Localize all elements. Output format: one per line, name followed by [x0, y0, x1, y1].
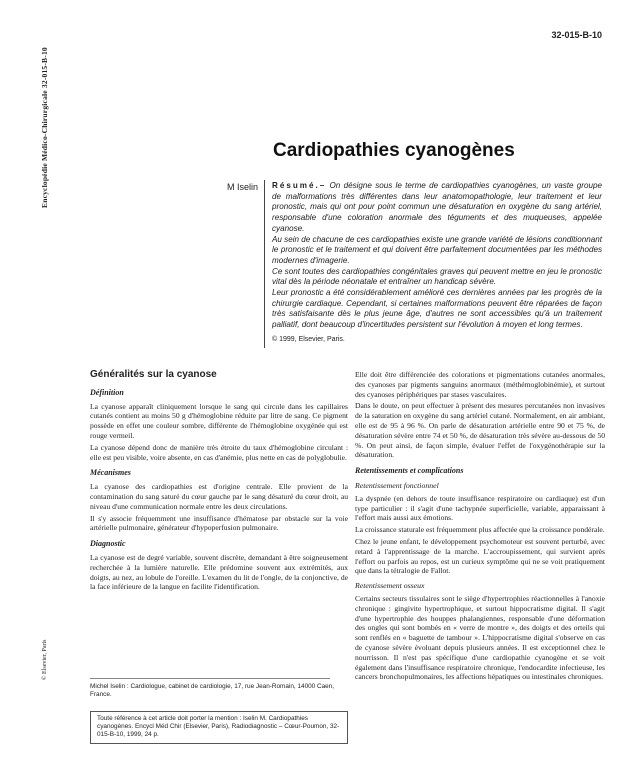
- paragraph: La cyanose est de degré variable, souvent discrète, demandant à être soigneusement recherchée à la lumière naturelle. Elle prédomine souvent aux extrémités, aux doigts, au nez, au lobule de l'oreille. L'examen du lit de l'ongle, de la conjonctive, de la face inférieure de la langue en facilite l'identification.: [90, 552, 348, 592]
- subheading-bone: Retentissement osseux: [355, 581, 425, 591]
- author-affiliation: Michel Iselin : Cardiologue, cabinet de cardiologie, 17, rue Jean-Romain, 14000 Caen, France.: [90, 683, 335, 699]
- abstract-p1-text: On désigne sous le terme de cardiopathies cyanogènes, un vaste groupe de malformations très différentes dans leur anatomopathologie, leur traitement et leur pronostic, mais qui ont pour point commun une désaturation en oxygène du sang artériel, responsable d'une coloration anormale des téguments et des muqueuses, appelée cyanose.: [272, 181, 602, 233]
- subheading-definition: Définition: [90, 387, 124, 397]
- paragraph: La croissance staturale est fréquemment plus affectée que la croissance pondérale.: [355, 525, 605, 535]
- paragraph: La cyanose des cardiopathies est d'origine centrale. Elle provient de la contamination du sang saturé du cœur gauche par le sang désaturé du cœur droit, au niveau d'une communication normale entre les deux circulations.: [90, 482, 348, 511]
- left-column: [90, 370, 348, 594]
- journal-sidebar: [40, 8, 52, 208]
- article-title: Cardiopathies cyanogènes: [273, 140, 515, 161]
- paragraph: Certains secteurs tissulaires sont le siège d'hypertrophies réactionnelles à l'anoxie chronique : gingivite hypertrophique, et surtout hippocratisme digital. Il s'agit d'une hypertrophie des houppes phalangiennes, responsable d'une déformation des ongles qui sont bombés en « verre de montre », des doigts et des orteils qui sont renflés en « baguette de tambour ». L'hippocratisme digital s'observe en cas de cyanose sévère évoluant depuis plusieurs années. Il est exceptionnel chez le nourrisson. Il n'est pas spécifique d'une cardiopathie cyanogène et se voit également dans l'insuffisance respiratoire chronique, l'endocardite infectieuse, les cancers bronchopulmonaires, les affections hépatiques ou intestinales chroniques.: [355, 593, 605, 682]
- footnote-rule: [90, 678, 330, 679]
- abstract-p3: Ce sont toutes des cardiopathies congénitales graves qui peuvent mettre en jeu le pronostic vital dès la période néonatale et entraîner un handicap sévère.: [272, 266, 602, 287]
- subheading-diagnosis: Diagnostic: [90, 539, 126, 549]
- paragraph: La cyanose dépend donc de manière très étroite du taux d'hémoglobine circulant : elle est peu visible, voire absente, en cas d'anémie, plus nette en cas de polyglobulie.: [90, 442, 348, 462]
- abstract: [272, 181, 602, 346]
- paragraph: Elle doit être différenciée des colorations et pigmentations cutanées anormales, des cyanoses par pigments sanguins anormaux (méthémoglobinémie), et surtout des cyanoses périphériques par stases vasculaires.: [355, 370, 605, 399]
- paragraph: Chez le jeune enfant, le développement psychomoteur est souvent perturbé, avec retard à l'apprentissage de la marche. L'accroupissement, qui survient après l'effort ou parfois au repos, est un curieux symptôme qui ne se voit pratiquement que dans la tétralogie de Fallot.: [355, 536, 605, 576]
- abstract-p2: Au sein de chacune de ces cardiopathies existe une grande variété de lésions conditionnant le pronostic et le traitement et qui doivent être parfaitement documentées par les méthodes modernes d'imagerie.: [272, 234, 602, 265]
- paragraph: La cyanose apparaît cliniquement lorsque le sang qui circule dans les capillaires cutanés contient au moins 50 g d'hémoglobine réduite par litre de sang. Ce pigment possède en effet une couleur sombre, différente de l'hémoglobine oxygénée qui est rouge vermeil.: [90, 401, 348, 440]
- subheading-mechanisms: Mécanismes: [90, 468, 131, 478]
- journal-name: Encyclopédie Médico-Chirurgicale 32-015-B-10: [40, 47, 49, 208]
- section-heading: Généralités sur la cyanose: [90, 369, 217, 380]
- paragraph: Il s'y associe fréquemment une insuffisance d'hématose par obstacle sur la voie artérielle pulmonaire, générateur d'hypoperfusion pulmonaire.: [90, 513, 348, 533]
- paragraph: La dyspnée (en dehors de toute insuffisance respiratoire ou cardiaque) est d'un type particulier : il s'agit d'une tachypnée superficielle, variable, apparaissant à l'effort mais aussi aux émotions.: [355, 493, 605, 523]
- abstract-p1: [272, 181, 602, 235]
- subheading-complications: Retentissements et complications: [355, 466, 464, 476]
- abstract-divider: [264, 180, 265, 348]
- author-name: M Iselin: [226, 182, 258, 192]
- subheading-functional: Retentissement fonctionnel: [355, 480, 439, 490]
- abstract-label: Résumé.–: [272, 181, 327, 190]
- abstract-copyright: © 1999, Elsevier, Paris.: [272, 335, 345, 343]
- paragraph: Dans le doute, on peut effectuer à présent des mesures percutanées non invasives de la saturation en oxygène du sang artériel cutané. Normalement, en air ambiant, elle est de 95 à 96 %. On parle de désaturation artérielle entre 90 et 75 %, de désaturation sévère entre 74 et 50 %, de désaturation très sévère au-dessous de 50 %. On peut ainsi, de façon simple, évaluer l'effet de l'oxygénothérapie sur la désaturation.: [355, 401, 605, 460]
- copyright-text: © Elsevier, Paris: [42, 639, 48, 680]
- abstract-p4: Leur pronostic a été considérablement amélioré ces dernières années par les progrès de la chirurgie cardiaque. Cependant, si certaines malformations peuvent être réparées de façon très satisfaisante dès le plus jeune âge, d'autres ne sont accessibles qu'à un traitement palliatif, dont beaucoup d'incertitudes persistent sur l'évolution à moyen et long termes.: [272, 288, 602, 330]
- right-column: [355, 370, 605, 684]
- citation-box: Toute référence à cet article doit porter la mention : Iselin M. Cardiopathies cyanogènes. Encycl Méd Chir (Elsevier, Paris), Radiodiagnostic – Cœur-Poumon, 32-015-B-10, 1999, 24 p.: [90, 711, 348, 744]
- article-reference: 32-015-B-10: [551, 30, 602, 40]
